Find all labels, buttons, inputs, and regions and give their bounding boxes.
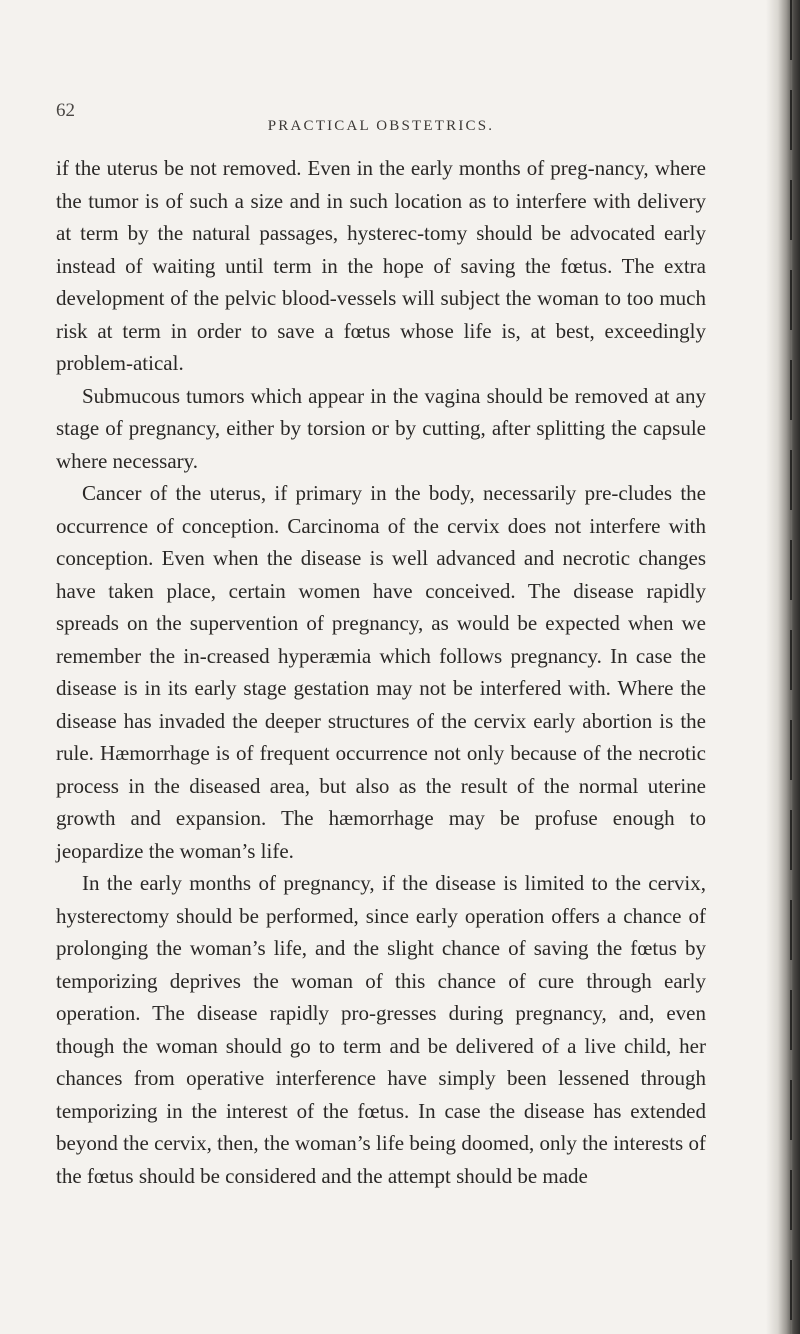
scan-edge-line [790, 0, 792, 1334]
scan-binding-edge [766, 0, 800, 1334]
running-head-title: PRACTICAL OBSTETRICS. [267, 118, 495, 134]
paragraph-submucous-tumors: Submucous tumors which appear in the vagina should be removed at any stage of pregnancy, either by torsion or by cutting, after splitting the capsule where necessary. [56, 383, 706, 473]
paragraph-early-months: In the early months of pregnancy, if the disease is limited to the cervix, hysterectomy should be performed, since early operation offers a chance of prolonging the woman’s life, and the slight chance of saving the fœtus by temporizing deprives the woman of this chance of cure through early operation. The disease rapidly pro-gresses during pregnancy, and, even though the woman should go to term and be delivered of a live child, her chances from operative interference have simply been lessened through temporizing in the interest of the fœtus. In case the disease has extended beyond the cervix, then, the woman’s life being doomed, only the interests of the fœtus should be considered and the attempt should be made [56, 871, 706, 1188]
page-number: 62 [56, 100, 75, 121]
paragraph-hysterectomy-fibroids: if the uterus be not removed. Even in the early months of preg-nancy, where the tumor is of such a size and in such location as to interfere with delivery at term by the natural passages, hysterec-tomy should be advocated early instead of waiting until term in the hope of saving the fœtus. The extra development of the pelvic blood-vessels will subject the woman to too much risk at term in order to save a fœtus whose life is, at best, exceedingly problem-atical. [56, 156, 706, 375]
body-text [56, 152, 706, 1192]
running-head [56, 100, 706, 134]
paragraph-cancer-of-uterus: Cancer of the uterus, if primary in the body, necessarily pre-cludes the occurrence of conception. Carcinoma of the cervix does not interfere with conception. Even when the disease is well advanced and necrotic changes have taken place, certain women have conceived. The disease rapidly spreads on the supervention of pregnancy, as would be expected when we remember the in-creased hyperæmia which follows pregnancy. In case the disease is in its early stage gestation may not be interfered with. Where the disease has invaded the deeper structures of the cervix early abortion is the rule. Hæmorrhage is of frequent occurrence not only because of the necrotic process in the diseased area, but also as the result of the normal uterine growth and expansion. The hæmorrhage may be profuse enough to jeopardize the woman’s life. [56, 481, 706, 863]
